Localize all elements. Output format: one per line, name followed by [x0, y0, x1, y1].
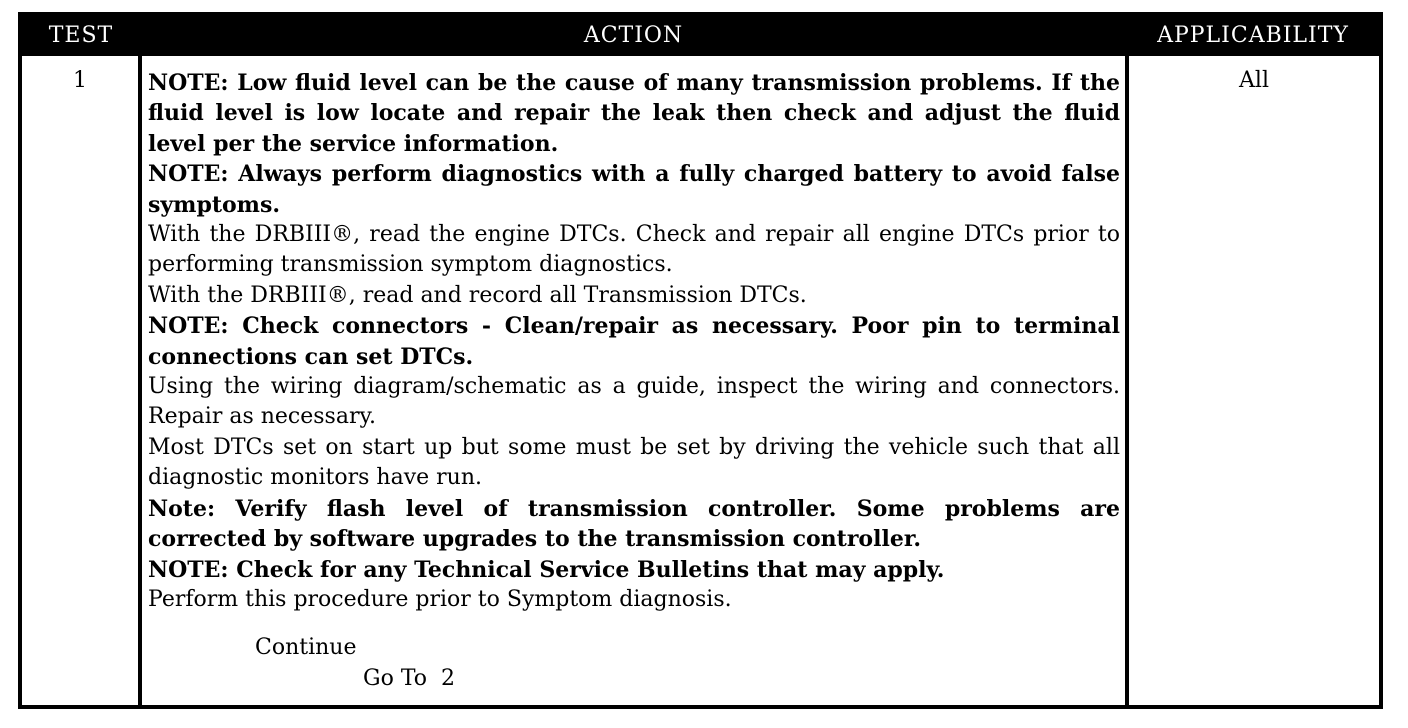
- goto-line: [363, 664, 1120, 694]
- note-paragraph: NOTE: Check for any Technical Service Bulletins that may apply.: [148, 556, 945, 583]
- note-paragraph: NOTE: Low fluid level can be the cause of many transmission problems. If the fluid level is low locate and repair the leak then check and adjust the fluid level per the service information.: [148, 70, 1120, 157]
- applicability-value: All: [1239, 68, 1269, 93]
- table-header: [22, 16, 1379, 56]
- action-paragraphs: [148, 68, 1120, 615]
- note-paragraph: NOTE: Check connectors - Clean/repair as necessary. Poor pin to terminal connections can set DTCs.: [148, 313, 1120, 370]
- note-paragraph: NOTE: Always perform diagnostics with a fully charged battery to avoid false symptoms.: [148, 161, 1120, 218]
- continue-label: Continue: [255, 635, 357, 661]
- header-applicability: APPLICABILITY: [1157, 23, 1349, 48]
- column-divider: [138, 56, 142, 705]
- instruction-paragraph: Using the wiring diagram/schematic as a guide, inspect the wiring and connectors. Repair as necessary.: [148, 374, 1120, 430]
- column-divider: [1125, 56, 1129, 705]
- header-test: TEST: [48, 23, 114, 48]
- goto-target[interactable]: 2: [441, 665, 456, 691]
- instruction-paragraph: With the DRBIII®, read and record all Transmission DTCs.: [148, 282, 807, 308]
- header-action: ACTION: [583, 23, 684, 48]
- instruction-paragraph: Perform this procedure prior to Symptom diagnosis.: [148, 586, 732, 612]
- test-number: 1: [73, 68, 87, 93]
- instruction-paragraph: With the DRBIII®, read the engine DTCs. Check and repair all engine DTCs prior to performing transmission symptom diagnostics.: [148, 222, 1120, 278]
- diagnostic-table: [18, 12, 1383, 709]
- goto-label: Go To: [363, 665, 428, 691]
- note-paragraph: Note: Verify flash level of transmission controller. Some problems are corrected by software upgrades to the transmission controller.: [148, 495, 1120, 553]
- instruction-paragraph: Most DTCs set on start up but some must be set by driving the vehicle such that all diagnostic monitors have run.: [148, 434, 1120, 491]
- action-cell: [148, 68, 1120, 694]
